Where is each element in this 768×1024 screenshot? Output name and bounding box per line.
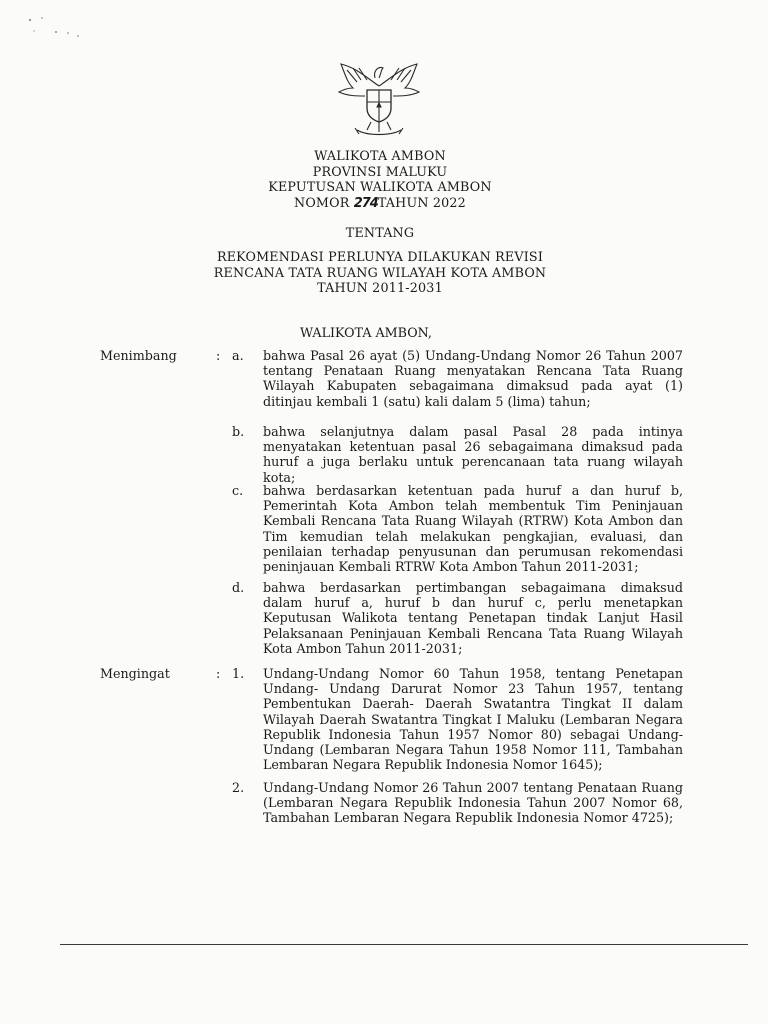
header-line-mayor: WALIKOTA AMBON xyxy=(314,148,446,163)
header-line-decree: KEPUTUSAN WALIKOTA AMBON xyxy=(268,179,492,195)
menimbang-marker-c: c. xyxy=(232,483,244,498)
menimbang-marker-b: b. xyxy=(232,424,245,439)
nomor-prefix: NOMOR xyxy=(294,194,354,210)
tentang-text: TENTANG xyxy=(345,225,415,240)
mengingat-label: Mengingat xyxy=(100,666,170,681)
mengingat-colon: : xyxy=(216,666,221,681)
menimbang-item-d: bahwa berdasarkan pertimbangan sebagaimana dimaksud dalam huruf a, huruf b dan huruf c, perlu menetapkan Keputusan Walikota tentang Penetapan tindak Lanjut Hasil Pelaksanaan Peninjauan Kembali Rencana Tata Ruang Wilayah Kota Ambon Tahun 2011-2031; xyxy=(263,580,683,656)
scan-specks xyxy=(22,12,92,42)
menimbang-marker-a: a. xyxy=(232,348,244,363)
decree-title-line-2: RENCANA TATA RUANG WILAYAH KOTA AMBON xyxy=(213,264,547,280)
header-line-province: PROVINSI MALUKU xyxy=(312,163,448,179)
mengingat-item-1: Undang-Undang Nomor 60 Tahun 1958, tentang Penetapan Undang- Undang Darurat Nomor 23 Tahun 1957, tentang Pembentukan Daerah- Daerah Swatantra Tingkat II dalam Wilayah Daerah Swatantra Tingkat I Maluku (Lembaran Negara Republik Indonesia Tahun 1957 Nomor 80) sebagai Undang-Undang (Lembaran Negara Tahun 1958 Nomor 111, Tambahan Lembaran Negara Republik Indonesia Nomor 1645); xyxy=(263,666,683,773)
document-header xyxy=(120,148,640,211)
mengingat-marker-1: 1. xyxy=(232,666,245,681)
header-line-number xyxy=(120,195,640,212)
menimbang-colon: : xyxy=(216,348,221,363)
menimbang-label: Menimbang xyxy=(100,348,177,363)
menimbang-item-b: bahwa selanjutnya dalam pasal Pasal 28 pada intinya menyatakan ketentuan pasal 26 sebagaimana dimaksud pada huruf a juga berlaku untuk perencanaan tata ruang wilayah kota; xyxy=(263,424,683,485)
tentang-heading xyxy=(120,225,640,241)
nomor-suffix: TAHUN 2022 xyxy=(377,194,466,210)
decree-title-line-3: TAHUN 2011-2031 xyxy=(317,280,443,296)
decree-title-line-1: REKOMENDASI PERLUNYA DILAKUKAN REVISI xyxy=(216,249,544,264)
menimbang-item-a: bahwa Pasal 26 ayat (5) Undang-Undang Nomor 26 Tahun 2007 tentang Penataan Ruang menyatakan Rencana Tata Ruang Wilayah Kabupaten sebagaimana dimaksud pada ayat (1) ditinjau kembali 1 (satu) kali dalam 5 (lima) tahun; xyxy=(263,348,683,409)
nomor-handwritten-value: 274 xyxy=(353,195,378,211)
menimbang-marker-d: d. xyxy=(232,580,245,595)
garuda-emblem-icon xyxy=(327,56,431,142)
mengingat-item-2: Undang-Undang Nomor 26 Tahun 2007 tentang Penataan Ruang (Lembaran Negara Republik Indonesia Tahun 2007 Nomor 68, Tambahan Lembaran Negara Republik Indonesia Nomor 4725); xyxy=(263,780,683,826)
salutation: WALIKOTA AMBON, xyxy=(300,325,432,340)
mengingat-marker-2: 2. xyxy=(232,780,245,795)
decree-title xyxy=(120,249,640,296)
menimbang-item-c: bahwa berdasarkan ketentuan pada huruf a dan huruf b, Pemerintah Kota Ambon telah membentuk Tim Peninjauan Kembali Rencana Tata Ruang Wilayah (RTRW) Kota Ambon dan Tim kemudian telah melakukan pengkajian, evaluasi, dan penilaian terhadap penyusunan dan perumusan rekomendasi peninjauan Kembali RTRW Kota Ambon Tahun 2011-2031; xyxy=(263,483,683,575)
page-bottom-rule xyxy=(60,944,748,945)
